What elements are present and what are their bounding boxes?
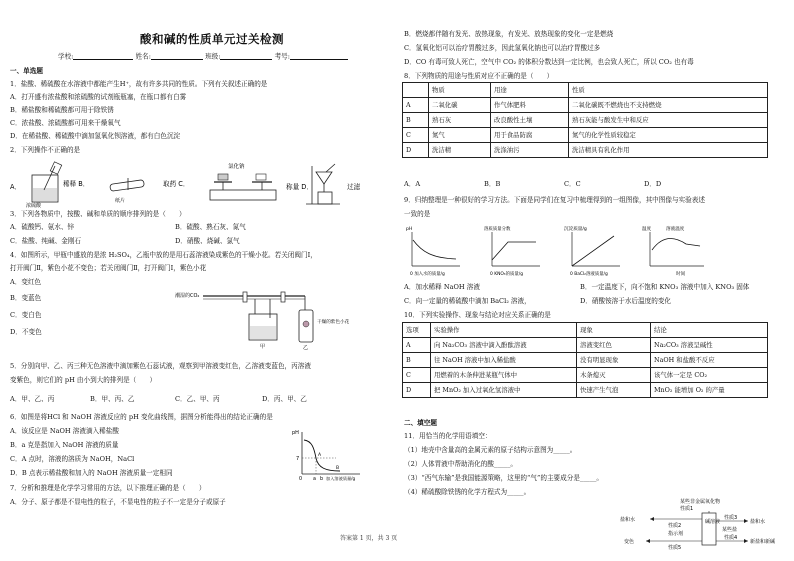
diagram-some-salt: 某些盐 bbox=[722, 527, 738, 533]
q5-option-d: D．丙、甲、乙 bbox=[262, 395, 307, 403]
table-cell: 向 Na₂CO₃ 溶液中滴入酚酞溶液 bbox=[431, 338, 577, 353]
table-cell: B bbox=[403, 113, 429, 128]
q9-stem: 9．归纳整理是一种很好的学习方法。下面是同学们在复习中梳理得到的一组图像，其中图像与实验表述 bbox=[404, 196, 705, 204]
table-row bbox=[403, 383, 768, 398]
table-cell: C bbox=[403, 128, 429, 143]
q9-option-c: C．向一定量的稀硫酸中滴加 BaCl₂ 溶液， bbox=[404, 297, 531, 305]
diagram-center: 碱溶液 bbox=[705, 519, 721, 525]
q6-ph-curve-figure bbox=[292, 428, 364, 484]
q11-part-4: （4）稀硫酸除铁锈的化学方程式为_____。 bbox=[404, 488, 531, 496]
class-blank[interactable] bbox=[220, 53, 272, 60]
q2-label-b: 稀释 B． bbox=[63, 180, 90, 188]
table-cell: 快速产生气泡 bbox=[577, 383, 651, 398]
q9-fig-d-x: 时间 bbox=[676, 272, 686, 277]
q5-option-a: A．甲、乙、丙 bbox=[10, 395, 55, 403]
diagram-indicator: 指示剂 bbox=[668, 531, 684, 537]
q6-fig-o: 0 bbox=[299, 477, 303, 482]
q9-fig-a-x: 0 加入水的质量/g bbox=[410, 272, 445, 277]
diagram-c2: 性质2 bbox=[668, 523, 682, 529]
table-cell: 作气体肥料 bbox=[491, 98, 569, 113]
q4-fig-gas: 潮湿的CO₂ bbox=[175, 293, 200, 299]
q3-option-c: C．盐酸、纯碱、金刚石 bbox=[10, 237, 81, 245]
table-row bbox=[403, 113, 768, 128]
table-header-cell bbox=[403, 83, 429, 98]
page-title: 酸和碱的性质单元过关检测 bbox=[140, 32, 284, 46]
table-cell: 改良酸性土壤 bbox=[491, 113, 569, 128]
q4-apparatus-figure bbox=[175, 288, 365, 350]
q9-fig-c-y: 沉淀质量/g bbox=[564, 227, 587, 232]
table-cell: 氮气的化学性质较稳定 bbox=[569, 128, 768, 143]
table-cell: A bbox=[403, 98, 429, 113]
diagram-right-bot: 新盐和新碱 bbox=[750, 539, 776, 545]
q9-fig-b-y: 溶质质量分数 bbox=[484, 227, 511, 232]
q9-option-b: B．一定温度下，向不饱和 KNO₃ 溶液中加入 KNO₃ 固体 bbox=[580, 283, 750, 291]
section-single-choice: 一、单选题 bbox=[10, 67, 43, 75]
q6-stem: 6．如图是将HCl 和 NaOH 溶液反应的 pH 变化曲线图，据图分析能得出的结论正确的是 bbox=[10, 413, 273, 421]
q2-label-d: 称量 D． bbox=[286, 183, 313, 191]
table-cell: Na₂CO₃ 溶液呈碱性 bbox=[651, 338, 768, 353]
q4-fig-yi: 乙 bbox=[303, 345, 309, 350]
q7-option-c: C．氢氧化铝可以治疗胃酸过多，因此氢氧化钠也可以治疗胃酸过多 bbox=[404, 44, 601, 52]
table-row bbox=[403, 128, 768, 143]
class-label: 班级: bbox=[205, 52, 221, 61]
q1-option-c: C．浓盐酸、浓硫酸都可用来干燥氧气 bbox=[10, 119, 121, 127]
table-header-row bbox=[403, 323, 768, 338]
q1-option-a: A．打开盛有浓盐酸和浓硫酸的试剂瓶瓶塞，在瓶口都有白雾 bbox=[10, 93, 187, 101]
q4-fig-jia: 甲 bbox=[260, 344, 266, 350]
school-label: 学校: bbox=[58, 52, 74, 61]
id-label: 考号: bbox=[274, 52, 291, 61]
graph-b bbox=[484, 225, 540, 277]
valve-2-icon bbox=[281, 292, 285, 302]
q5-stem-2: 变紫色，则它们的 pH 由小到大的排列是（ ） bbox=[10, 376, 157, 384]
q6-option-d: D．B 点表示稀盐酸和加入的 NaOH 溶液质量一定相同 bbox=[10, 469, 173, 477]
q9-graphs-figure bbox=[404, 222, 766, 280]
table-header-cell: 用途 bbox=[491, 83, 569, 98]
q7-option-b: B．燃烧都伴随有发光、放热现象，有发光、放热现象的变化一定是燃烧 bbox=[404, 30, 614, 38]
q4-option-c: C．变白色 bbox=[10, 311, 42, 319]
q9-option-a: A．加水稀释 NaOH 溶液 bbox=[404, 283, 480, 291]
table-row bbox=[403, 338, 768, 353]
q8-table bbox=[402, 82, 768, 158]
q8-option-c: C．C bbox=[564, 180, 581, 188]
graph-a bbox=[406, 226, 460, 277]
q5-option-b: B．甲、丙、乙 bbox=[90, 395, 135, 403]
diagram-c4: 性质4 bbox=[724, 535, 738, 541]
q7-option-a: A．分子、原子都是不显电性的粒子，不显电性的粒子不一定是分子或原子 bbox=[10, 498, 226, 506]
ph-curve bbox=[304, 440, 340, 471]
q3-option-a: A．硫酸钙、氨水、锌 bbox=[10, 223, 75, 231]
q8-option-b: B．B bbox=[484, 180, 501, 188]
q8-stem: 8．下列物质的用途与性质对应不正确的是（ ） bbox=[404, 72, 554, 80]
table-cell: 熟石灰 bbox=[429, 113, 491, 128]
table-cell: 用燃着的木条伸进某瓶气体中 bbox=[431, 368, 577, 383]
q3-stem: 3．下列各物质中，按酸、碱和单质的顺序排列的是（ ） bbox=[10, 210, 186, 218]
table-cell: NaOH 和盐酸不反应 bbox=[651, 353, 768, 368]
table-cell: 洗洁精具有乳化作用 bbox=[569, 143, 768, 158]
table-cell: 二氧化碳 bbox=[429, 98, 491, 113]
table-row bbox=[403, 143, 768, 158]
q8-option-d: D．D bbox=[644, 180, 662, 188]
flower-icon bbox=[303, 321, 309, 327]
q9-fig-b-x: 0 KNO₃的质量/g bbox=[490, 272, 524, 277]
table-cell: 二氧化碳既不燃烧也不支持燃烧 bbox=[569, 98, 768, 113]
diagram-right-top: 盐和水 bbox=[750, 519, 766, 525]
q2-fig-acid: 浓硫酸 bbox=[26, 203, 42, 208]
q5-option-c: C．乙、甲、丙 bbox=[175, 395, 220, 403]
q8-option-a: A．A bbox=[404, 180, 421, 188]
q2-fig-naoh: 氯化钠 bbox=[228, 164, 245, 170]
table-header-cell: 现象 bbox=[577, 323, 651, 338]
q9-stem-2: 一致的是 bbox=[404, 210, 431, 218]
q11-stem: 11．用恰当的化学用语填空： bbox=[404, 432, 492, 440]
table-row bbox=[403, 368, 768, 383]
name-label: 姓名: bbox=[135, 52, 151, 61]
q11-part-3: （3）“西气东输”是我国能源策略，这里的“气”的主要成分是_____。 bbox=[404, 474, 604, 482]
table-cell: 洗涤油污 bbox=[491, 143, 569, 158]
table-cell: 溶液变红色 bbox=[577, 338, 651, 353]
table-header-cell: 实验操作 bbox=[431, 323, 577, 338]
q9-fig-c-x: 0 BaCl₂溶液质量/g bbox=[570, 272, 608, 277]
q4-stem-2: 打开阀门Ⅱ，紫色小花不变色；若关闭阀门Ⅱ，打开阀门Ⅰ，紫色小花 bbox=[10, 264, 207, 272]
q3-option-b: B．硫酸、熟石灰、氮气 bbox=[175, 223, 246, 231]
q2-label-a: A． bbox=[10, 183, 22, 191]
diagram-left-bot: 变色 bbox=[624, 539, 635, 545]
valve-1-icon bbox=[243, 292, 247, 302]
diagram-c5: 性质5 bbox=[668, 545, 682, 551]
diagram-top-text: 某些非金属氧化物 bbox=[680, 499, 721, 505]
q3-option-d: D．硝酸、烧碱、氯气 bbox=[175, 237, 240, 245]
q5-stem: 5．分别向甲、乙、丙三种无色溶液中滴加紫色石蕊试液，观察到甲溶液变红色，乙溶液变蓝色，丙溶液 bbox=[10, 362, 311, 370]
q7-option-d: D．CO 有毒可致人死亡，空气中 CO₂ 的体积分数达到一定比例，也会致人死亡，所以 CO₂ 也有毒 bbox=[404, 58, 694, 66]
base-properties-diagram bbox=[620, 497, 788, 555]
q2-label-filter: 过滤 bbox=[347, 183, 361, 191]
q4-fig-flower: 干燥的紫色小花 bbox=[317, 320, 350, 325]
test-tube-icon bbox=[110, 180, 145, 192]
table-cell: 把 MnO₂ 加入过氧化氢溶液中 bbox=[431, 383, 577, 398]
q10-stem: 10．下列实验操作、现象与结论对应关系正确的是 bbox=[404, 311, 551, 319]
q1-stem: 1．盐酸、稀硫酸在水溶液中都能产生H⁺，故有许多共同的性质。下列有关叙述正确的是 bbox=[10, 80, 268, 88]
student-info-line bbox=[58, 53, 348, 60]
table-cell: 氮气 bbox=[429, 128, 491, 143]
school-blank[interactable] bbox=[73, 53, 133, 60]
table-cell: D bbox=[403, 383, 431, 398]
q11-part-2: （2）人体胃液中帮助消化的酸_____。 bbox=[404, 460, 517, 468]
table-cell: 没有明显现象 bbox=[577, 353, 651, 368]
table-cell: MnO₂ 能增加 O₂ 的产量 bbox=[651, 383, 768, 398]
table-cell: 用于食品防腐 bbox=[491, 128, 569, 143]
table-cell: D bbox=[403, 143, 429, 158]
q6-option-c: C．A 点时，溶液的溶质为 NaOH，NaCl bbox=[10, 455, 135, 463]
q2-figure bbox=[10, 160, 370, 208]
q9-fig-a-y: pH bbox=[406, 227, 413, 232]
q6-fig-b-point: B bbox=[336, 466, 340, 471]
q1-option-b: B．稀盐酸和稀硫酸都可用于除铁锈 bbox=[10, 106, 114, 114]
q6-fig-a-point: A bbox=[318, 453, 322, 458]
q4-stem: 4．如图所示，甲瓶中盛放的是浓 H₂SO₄，乙瓶中放的是用石蕊溶液染成紫色的干燥小花。若关闭阀门Ⅰ， bbox=[10, 251, 317, 259]
q6-fig-x: 加入溶液质量/g bbox=[326, 476, 356, 481]
q1-option-d: D．在稀盐酸、稀硫酸中滴加氢氧化钡溶液，都有白色沉淀 bbox=[10, 132, 181, 140]
q9-fig-d-y: 温度 bbox=[642, 227, 652, 232]
table-header-cell: 物质 bbox=[429, 83, 491, 98]
table-cell: C bbox=[403, 368, 431, 383]
diagram-center-box bbox=[702, 513, 716, 545]
table-cell: 木条熄灭 bbox=[577, 368, 651, 383]
balance-icon bbox=[210, 190, 276, 200]
table-cell: 往 NaOH 溶液中加入稀盐酸 bbox=[431, 353, 577, 368]
q2-stem: 2．下列操作不正确的是 bbox=[10, 146, 81, 154]
q9-fig-d-t: 溶液温度 bbox=[666, 227, 685, 232]
q6-fig-ph: pH bbox=[292, 430, 299, 436]
q11-part-1: （1）地壳中含量高的金属元素的原子结构示意图为_____。 bbox=[404, 446, 577, 454]
graph-c bbox=[564, 225, 620, 277]
table-cell: 熟石灰能与酸发生中和反应 bbox=[569, 113, 768, 128]
diagram-left-top: 盐和水 bbox=[620, 517, 636, 523]
table-cell: 洗洁精 bbox=[429, 143, 491, 158]
q6-fig-a: a bbox=[313, 477, 316, 482]
name-blank[interactable] bbox=[151, 53, 203, 60]
table-header-row bbox=[403, 83, 768, 98]
table-header-cell: 性质 bbox=[569, 83, 768, 98]
table-cell: A bbox=[403, 338, 431, 353]
id-blank[interactable] bbox=[290, 53, 348, 60]
graph-d bbox=[642, 225, 704, 277]
diagram-c1: 性质1 bbox=[680, 506, 694, 512]
q6-option-a: A．该反应是 NaOH 溶液滴入稀盐酸 bbox=[10, 427, 119, 435]
q7-stem: 7．分析和推理是化学学习常用的方法，以下推理正确的是（ ） bbox=[10, 484, 206, 492]
q9-option-d: D．硝酸铵溶于水后温度的变化 bbox=[580, 297, 672, 305]
table-header-cell: 结论 bbox=[651, 323, 768, 338]
q4-option-a: A．变红色 bbox=[10, 278, 42, 286]
q2-label-c: 取药 C． bbox=[163, 180, 190, 188]
table-row bbox=[403, 353, 768, 368]
q4-option-b: B．变蓝色 bbox=[10, 294, 42, 302]
q10-table bbox=[402, 322, 768, 398]
section-fill-in: 二、填空题 bbox=[404, 419, 437, 427]
q2-fig-paper: 纸片 bbox=[115, 198, 126, 204]
table-row bbox=[403, 98, 768, 113]
q6-option-b: B．a 克是指加入 NaOH 溶液的质量 bbox=[10, 441, 119, 449]
q4-option-d: D．不变色 bbox=[10, 328, 42, 336]
page-footer: 答案第 1 页，共 3 页 bbox=[340, 535, 398, 542]
table-cell: B bbox=[403, 353, 431, 368]
q6-fig-b: b bbox=[320, 477, 324, 482]
diagram-c3: 性质3 bbox=[724, 515, 738, 521]
table-header-cell: 选项 bbox=[403, 323, 431, 338]
q6-fig-seven: 7 bbox=[296, 456, 300, 462]
table-cell: 该气体一定是 CO₂ bbox=[651, 368, 768, 383]
